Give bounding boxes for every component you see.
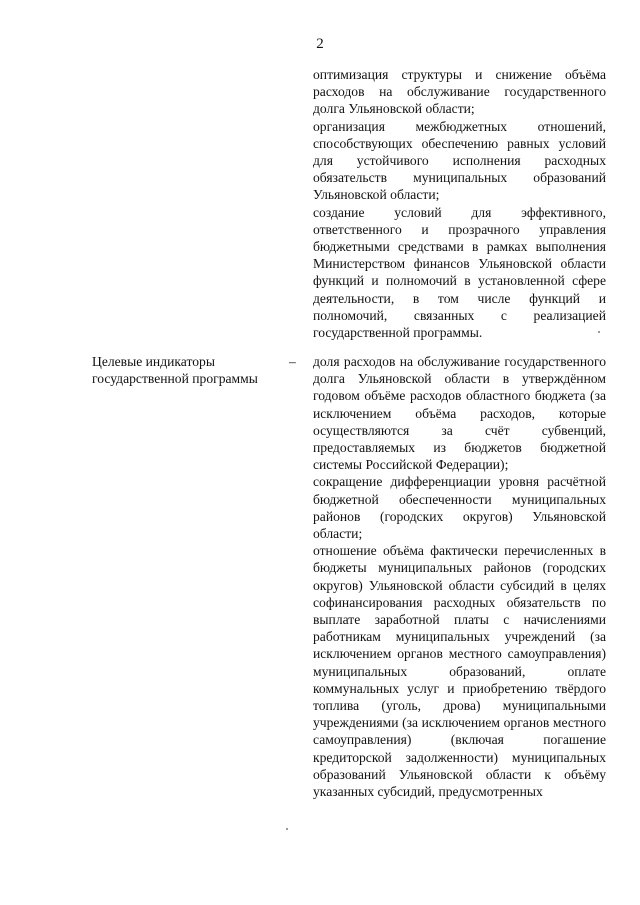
scan-speck bbox=[598, 331, 600, 333]
indicator-item: сокращение дифференциации уровня расчётной бюджетной обеспеченности муниципальных районов (городских округов) Ульяновской области; bbox=[313, 474, 606, 542]
scan-speck bbox=[286, 828, 288, 830]
goal-item: создание условий для эффективного, ответственного и прозрачного управления бюджетными средствами в рамках выполнения Министерством финансов Ульяновской области функций и полномочий в установленной сфере деятельности, в том числе функций и полномочий, связанных с реализацией государственной программы. bbox=[313, 204, 606, 341]
goals-continued-block bbox=[313, 66, 606, 341]
goal-item: организация межбюджетных отношений, способствующих обеспечению равных условий для устойчивого исполнения расходных обязательств муниципальных образований Ульяновской области; bbox=[313, 118, 606, 203]
label-dash: – bbox=[289, 354, 296, 369]
indicator-item: доля расходов на обслуживание государственного долга Ульяновской области в утверждённом годовом объёме расходов областного бюджета (за исключением объёма расходов, которые осуществляются за счёт субвенций, предоставляемых из бюджетов бюджетной системы Российской Федерации); bbox=[313, 354, 606, 473]
indicators-label: Целевые индикаторы государственной программы bbox=[92, 354, 258, 387]
indicator-item: отношение объёма фактически перечисленных в бюджеты муниципальных районов (городских округов) Ульяновской области субсидий в целях софинансирования расходных обязательств по выплате заработной платы с начислениями работникам муниципальных учреждений (за исключением органов местного самоуправления) муниципальных образований, оплате коммунальных услуг и приобретению твёрдого топлива (уголь, дрова) муниципальными учреждениями (за исключением органов местного самоуправления) (включая погашение кредиторской задолженности) муниципальных образований Ульяновской области к объёму указанных субсидий, предусмотренных bbox=[313, 543, 606, 800]
goal-item: оптимизация структуры и снижение объёма расходов на обслуживание государственного долга Ульяновской области; bbox=[313, 67, 606, 117]
indicators-block bbox=[313, 353, 606, 800]
page-number: 2 bbox=[316, 36, 324, 52]
